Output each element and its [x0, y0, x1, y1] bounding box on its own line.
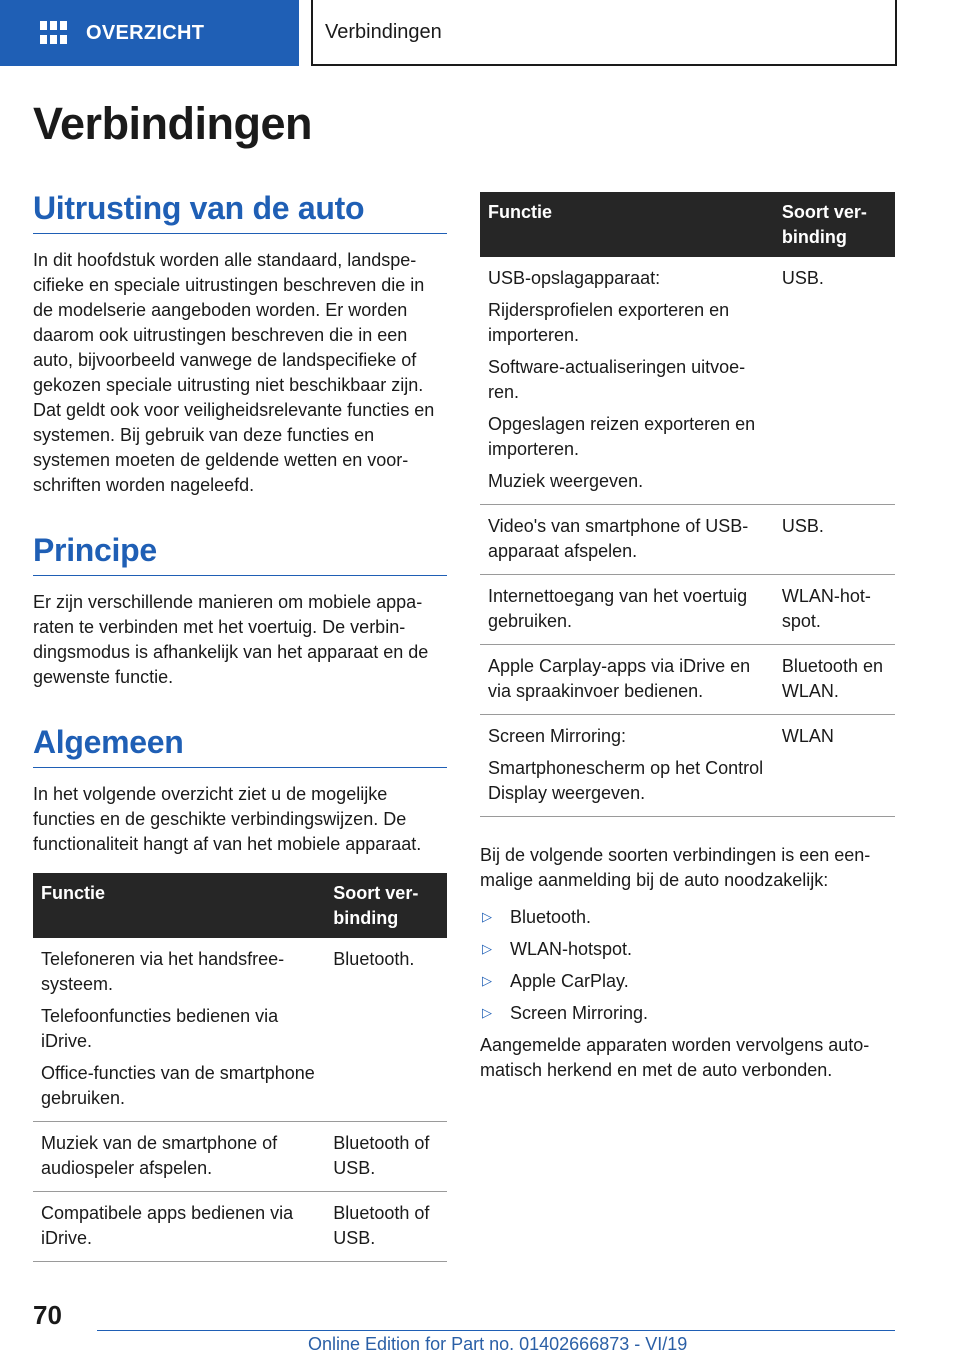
soort-cell: Bluetooth en WLAN. [774, 645, 895, 715]
soort-cell: Bluetooth. [325, 938, 447, 1122]
list-item [480, 997, 895, 1029]
header-tab-bar [0, 0, 960, 66]
triangle-bullet-icon: ▷ [482, 941, 492, 956]
table-header-row [480, 192, 895, 257]
list-item [480, 933, 895, 965]
functie-cell [33, 1192, 325, 1262]
column-header-soort: Soort verbinding [774, 192, 895, 257]
section-heading-principe: Principe [33, 532, 447, 576]
table-row [33, 1192, 447, 1262]
functie-line: Opgeslagen reizen exporteren en importeren. [488, 414, 756, 459]
list-item-label: Apple CarPlay. [510, 970, 629, 991]
functie-line: Video's van smartphone of USB-apparaat afspelen. [488, 516, 749, 561]
functie-line: Screen Mirroring: [488, 726, 627, 746]
registration-intro: Bij de volgende soorten verbindingen is een eenmalige aanmelding bij de auto noodzakelijk: [480, 845, 871, 890]
functie-line: Apple Carplay-apps via iDrive en via spraakinvoer bedienen. [488, 656, 751, 701]
grid-menu-icon [40, 21, 67, 45]
soort-cell: USB. [774, 505, 895, 575]
functie-cell [480, 715, 774, 817]
right-column [480, 192, 895, 1083]
section-heading-algemeen: Algemeen [33, 724, 447, 768]
column-header-soort: Soort verbinding [325, 873, 447, 938]
functie-line: Compatibele apps bedienen via iDrive. [41, 1203, 294, 1248]
table-row [480, 257, 895, 505]
connections-table-left [33, 873, 447, 1262]
left-column [33, 190, 447, 1262]
list-item [480, 901, 895, 933]
section-heading-uitrusting: Uitrusting van de auto [33, 190, 447, 234]
functie-line: Office-functies van de smartphone gebruiken. [41, 1063, 315, 1108]
table-row [480, 715, 895, 817]
table-header-row [33, 873, 447, 938]
footer-divider [97, 1330, 895, 1331]
registration-outro: Aangemelde apparaten worden vervolgens automatisch herkend en met de auto verbonden. [480, 1035, 870, 1080]
triangle-bullet-icon: ▷ [482, 973, 492, 988]
functie-cell [33, 1122, 325, 1192]
column-header-functie: Functie [33, 873, 325, 938]
functie-line: Muziek weergeven. [488, 471, 644, 491]
functie-cell [480, 645, 774, 715]
list-item-label: Bluetooth. [510, 906, 592, 927]
functie-cell [480, 505, 774, 575]
connections-table-right [480, 192, 895, 817]
table-row [480, 575, 895, 645]
connection-type-list [480, 901, 895, 1029]
column-header-functie: Functie [480, 192, 774, 257]
functie-line: Software-actualiseringen uitvoeren. [488, 357, 746, 402]
functie-line: Muziek van de smartphone of audiospeler afspelen. [41, 1133, 278, 1178]
section-text-algemeen: In het volgende overzicht ziet u de mogelijke functies en de geschikte verbindingswijzen. De functionaliteit hangt af van het mobiele apparaat. [33, 784, 422, 854]
functie-cell [33, 938, 325, 1122]
overview-tab[interactable] [0, 0, 299, 66]
section-text-principe: Er zijn verschillende manieren om mobiele apparaten te verbinden met het voertuig. De verbindingsmodus is afhankelijk van het apparaat en de gewenste functie. [33, 592, 429, 687]
functie-line: Telefoneren via het handsfreesysteem. [41, 949, 285, 994]
table-row [480, 645, 895, 715]
functie-line: Telefoonfuncties bedienen via iDrive. [41, 1006, 279, 1051]
soort-cell: Bluetooth of USB. [325, 1192, 447, 1262]
functie-line: Smartphonescherm op het Control Display weergeven. [488, 758, 764, 803]
table-row [33, 1122, 447, 1192]
soort-cell: WLAN [774, 715, 895, 817]
table-row [33, 938, 447, 1122]
list-item [480, 965, 895, 997]
section-text-uitrusting: In dit hoofdstuk worden alle standaard, landspecifieke en speciale uitrustingen beschreven die in de modelserie aangeboden worden. Er worden daarom ook uitrustingen beschreven die in een auto, bijvoorbeeld vanwege de landspecifieke of gekozen speciale uitrusting niet beschikbaar zijn. Dat geldt ook voor veiligheidsrelevante functies en systemen. Bij gebruik van deze functies en systemen moeten de geldende wetten en voorschriften worden nageleefd. [33, 250, 435, 495]
functie-line: Internettoegang van het voertuig gebruiken. [488, 586, 748, 631]
functie-cell [480, 575, 774, 645]
table-row [480, 505, 895, 575]
soort-cell: USB. [774, 257, 895, 505]
soort-cell: WLAN-hotspot. [774, 575, 895, 645]
functie-line: Rijdersprofielen exporteren en importeren. [488, 300, 730, 345]
triangle-bullet-icon: ▷ [482, 1005, 492, 1020]
functie-cell [480, 257, 774, 505]
list-item-label: WLAN-hotspot. [510, 938, 633, 959]
triangle-bullet-icon: ▷ [482, 909, 492, 924]
page-number: 70 [33, 1300, 62, 1330]
page-title: Verbindingen [33, 98, 313, 149]
functie-line: USB-opslagapparaat: [488, 268, 661, 288]
soort-cell: Bluetooth of USB. [325, 1122, 447, 1192]
overview-tab-label: OVERZICHT [86, 21, 205, 44]
current-section-tab[interactable] [311, 0, 897, 66]
list-item-label: Screen Mirroring. [510, 1002, 649, 1023]
footer-edition-link[interactable]: Online Edition for Part no. 01402666873 - VI/19 [308, 1334, 688, 1354]
current-section-label: Verbindingen [325, 20, 442, 43]
